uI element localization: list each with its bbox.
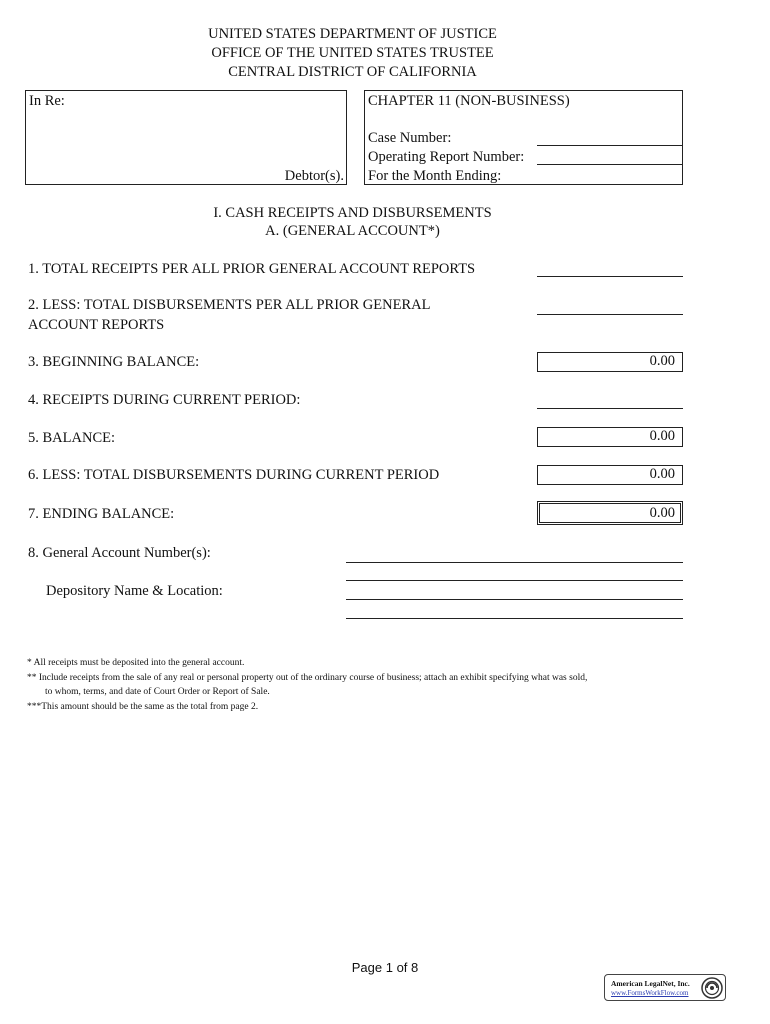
item-4-field[interactable]: [537, 408, 683, 409]
publisher-logo: [604, 974, 726, 1001]
item-5-label: 5. BALANCE:: [28, 430, 115, 446]
depository-field-2[interactable]: [346, 618, 683, 619]
debtors-label: Debtor(s).: [284, 168, 344, 184]
item-2-label-cont: ACCOUNT REPORTS: [28, 317, 165, 333]
item-3-label: 3. BEGINNING BALANCE:: [28, 354, 200, 370]
account-number-field-2[interactable]: [346, 580, 683, 581]
footnote-2-cont: to whom, terms, and date of Court Order or Report of Sale.: [45, 687, 270, 697]
item-6-label: 6. LESS: TOTAL DISBURSEMENTS DURING CURRENT PERIOD: [28, 467, 440, 483]
balance-value: 0.00: [537, 427, 683, 447]
debtor-box: [25, 90, 347, 185]
publisher-name: American LegalNet, Inc.: [611, 979, 690, 988]
item-4-label: 4. RECEIPTS DURING CURRENT PERIOD:: [28, 392, 301, 408]
section-subtitle: A. (GENERAL ACCOUNT*): [265, 223, 440, 239]
depository-label: Depository Name & Location:: [46, 583, 223, 599]
item-8-label: 8. General Account Number(s):: [28, 545, 211, 561]
ending-balance-value: 0.00: [537, 501, 683, 525]
item-7-label: 7. ENDING BALANCE:: [28, 506, 175, 522]
in-re-label: In Re:: [29, 93, 65, 109]
office-title: OFFICE OF THE UNITED STATES TRUSTEE: [211, 45, 494, 61]
operating-report-field[interactable]: [537, 165, 683, 183]
section-title: I. CASH RECEIPTS AND DISBURSEMENTS: [213, 205, 492, 221]
footnote-2: ** Include receipts from the sale of any real or personal property out of the ordinary course of business; attach an exhibit specifying what was sold,: [27, 673, 588, 683]
case-number-label: Case Number:: [368, 130, 452, 146]
item-1-field[interactable]: [537, 276, 683, 277]
item-2-field[interactable]: [537, 314, 683, 315]
operating-report-label: Operating Report Number:: [368, 149, 525, 165]
beginning-balance-value: 0.00: [537, 352, 683, 372]
chapter-label: CHAPTER 11 (NON-BUSINESS): [368, 93, 570, 109]
item-1-label: 1. TOTAL RECEIPTS PER ALL PRIOR GENERAL ACCOUNT REPORTS: [28, 261, 476, 277]
depository-field[interactable]: [346, 599, 683, 600]
district-title: CENTRAL DISTRICT OF CALIFORNIA: [228, 64, 477, 80]
disbursements-value: 0.00: [537, 465, 683, 485]
month-ending-label: For the Month Ending:: [368, 168, 502, 184]
item-2-label: 2. LESS: TOTAL DISBURSEMENTS PER ALL PRIOR GENERAL: [28, 297, 431, 313]
legalnet-seal-icon: [701, 977, 723, 1004]
agency-title: UNITED STATES DEPARTMENT OF JUSTICE: [208, 26, 497, 42]
footnote-3: ***This amount should be the same as the total from page 2.: [27, 702, 259, 712]
account-number-field[interactable]: [346, 562, 683, 563]
case-number-field[interactable]: [537, 145, 683, 165]
publisher-link[interactable]: www.FormsWorkFlow.com: [611, 989, 689, 997]
page-number: Page 1 of 8: [351, 960, 419, 975]
footnote-1: * All receipts must be deposited into the general account.: [27, 658, 245, 668]
